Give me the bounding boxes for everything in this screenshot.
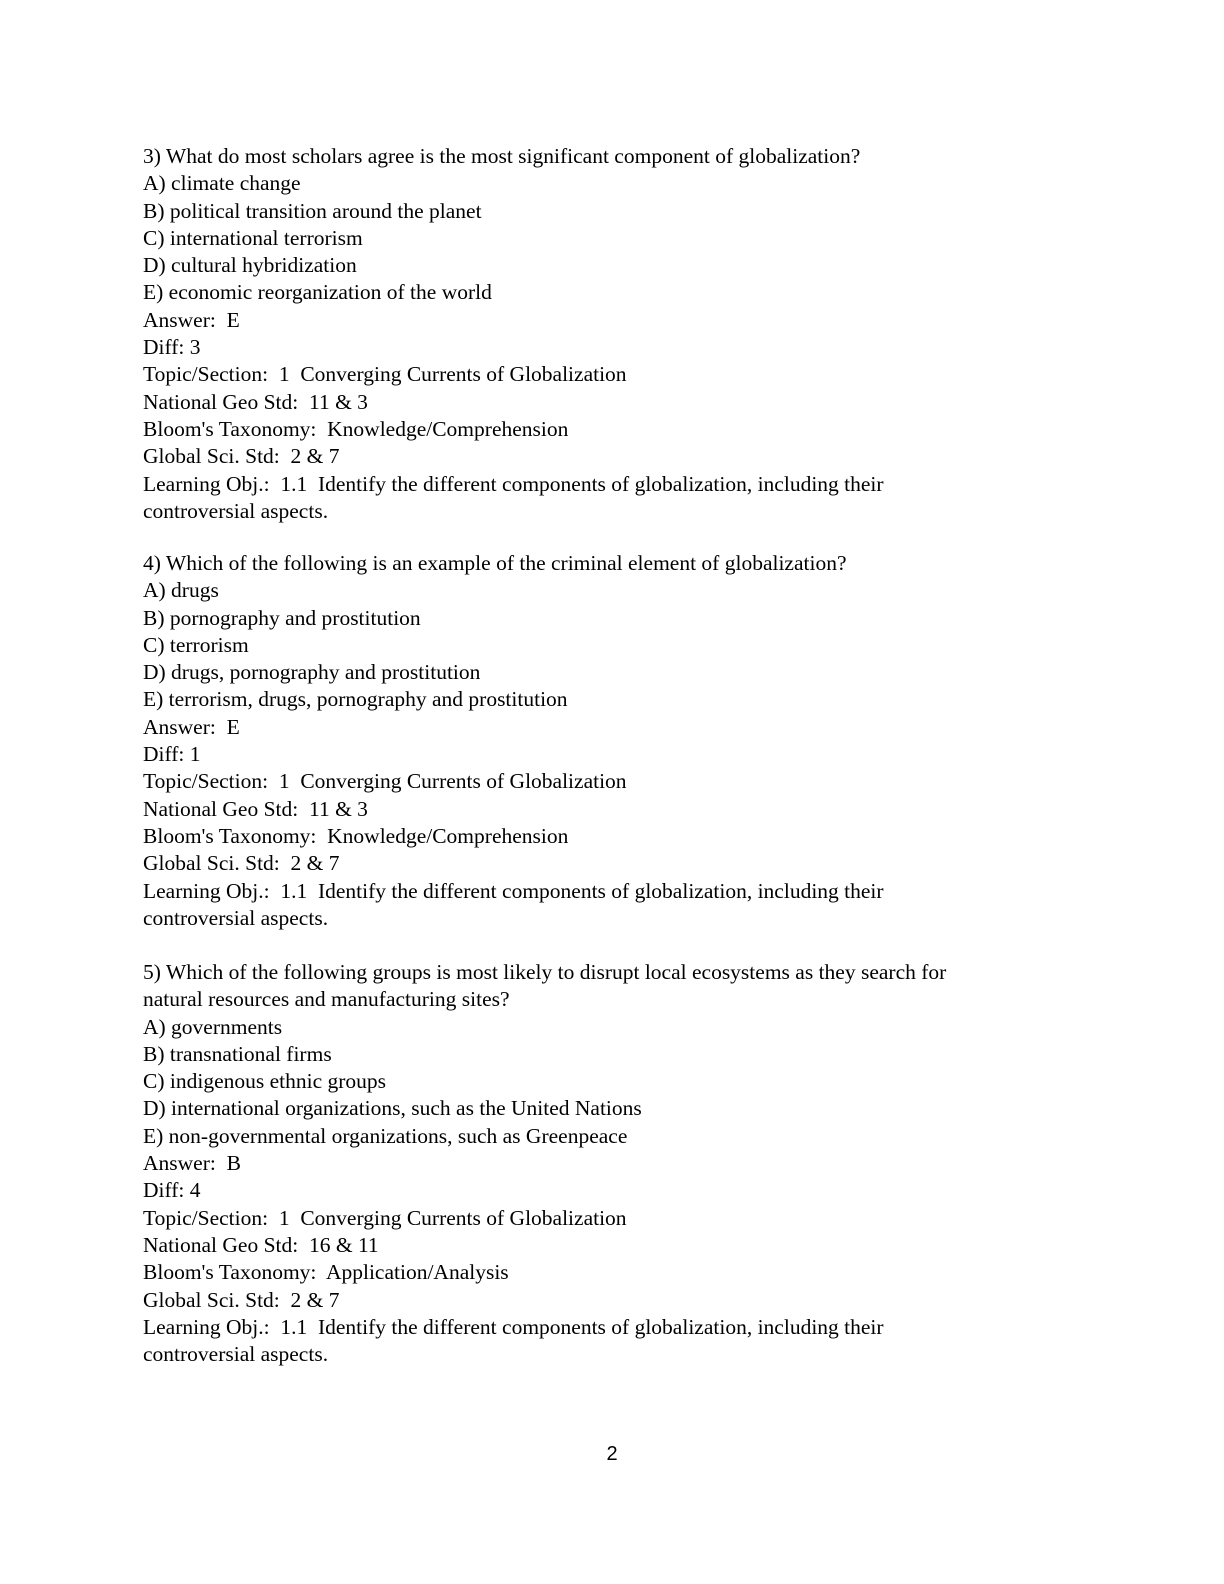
option-b: B) political transition around the planet [143,198,482,223]
answer: Answer: E [143,714,240,739]
question-stem-text: 3) What do most scholars agree is the most significant component of globalization? [143,144,861,168]
global-sci-std: Global Sci. Std: 2 & 7 [143,1287,340,1312]
topic-section: Topic/Section: 1 Converging Currents of Globalization [143,362,627,387]
question-stem-text-cont: natural resources and manufacturing sites? [143,987,510,1012]
difficulty: Diff: 1 [143,742,201,767]
national-geo-std: National Geo Std: 11 & 3 [143,796,368,821]
option-c: C) international terrorism [143,225,363,250]
option-d: D) international organizations, such as the United Nations [143,1096,642,1121]
learning-objective: Learning Obj.: 1.1 Identify the different components of globalization, including their [143,878,884,903]
option-c: C) indigenous ethnic groups [143,1069,387,1094]
page-number: 2 [606,1443,618,1465]
learning-objective-cont: controversial aspects. [143,1342,329,1367]
blooms-taxonomy: Bloom's Taxonomy: Knowledge/Comprehension [143,823,569,848]
option-c: C) terrorism [143,632,249,657]
learning-objective-cont: controversial aspects. [143,498,329,523]
question-stem [143,550,1073,577]
national-geo-std: National Geo Std: 11 & 3 [143,389,368,414]
option-a: A) governments [143,1014,283,1039]
option-e: E) non-governmental organizations, such as Greenpeace [143,1123,628,1148]
national-geo-std: National Geo Std: 16 & 11 [143,1232,379,1257]
blooms-taxonomy: Bloom's Taxonomy: Application/Analysis [143,1260,509,1285]
learning-objective-cont: controversial aspects. [143,905,329,930]
topic-section: Topic/Section: 1 Converging Currents of Globalization [143,1205,627,1230]
global-sci-std: Global Sci. Std: 2 & 7 [143,851,340,876]
question-stem-text: 4) Which of the following is an example of the criminal element of globalization? [143,551,847,575]
topic-section: Topic/Section: 1 Converging Currents of Globalization [143,769,627,794]
option-e: E) terrorism, drugs, pornography and prostitution [143,687,568,712]
blooms-taxonomy: Bloom's Taxonomy: Knowledge/Comprehension [143,416,569,441]
question-stem-text: 5) Which of the following groups is most likely to disrupt local ecosystems as they search for [143,960,947,984]
answer: Answer: B [143,1151,241,1176]
question-3 [143,143,1073,525]
option-a: A) climate change [143,171,301,196]
option-b: B) pornography and prostitution [143,605,421,630]
learning-objective: Learning Obj.: 1.1 Identify the different components of globalization, including their [143,1314,884,1339]
difficulty: Diff: 3 [143,335,201,360]
option-d: D) cultural hybridization [143,253,357,278]
answer: Answer: E [143,307,240,332]
option-a: A) drugs [143,578,219,603]
question-4 [143,550,1073,932]
option-d: D) drugs, pornography and prostitution [143,660,481,685]
option-b: B) transnational firms [143,1041,332,1066]
learning-objective: Learning Obj.: 1.1 Identify the different components of globalization, including their [143,471,884,496]
difficulty: Diff: 4 [143,1178,201,1203]
option-e: E) economic reorganization of the world [143,280,492,305]
global-sci-std: Global Sci. Std: 2 & 7 [143,444,340,469]
question-stem [143,143,1073,170]
question-5 [143,959,1073,1368]
